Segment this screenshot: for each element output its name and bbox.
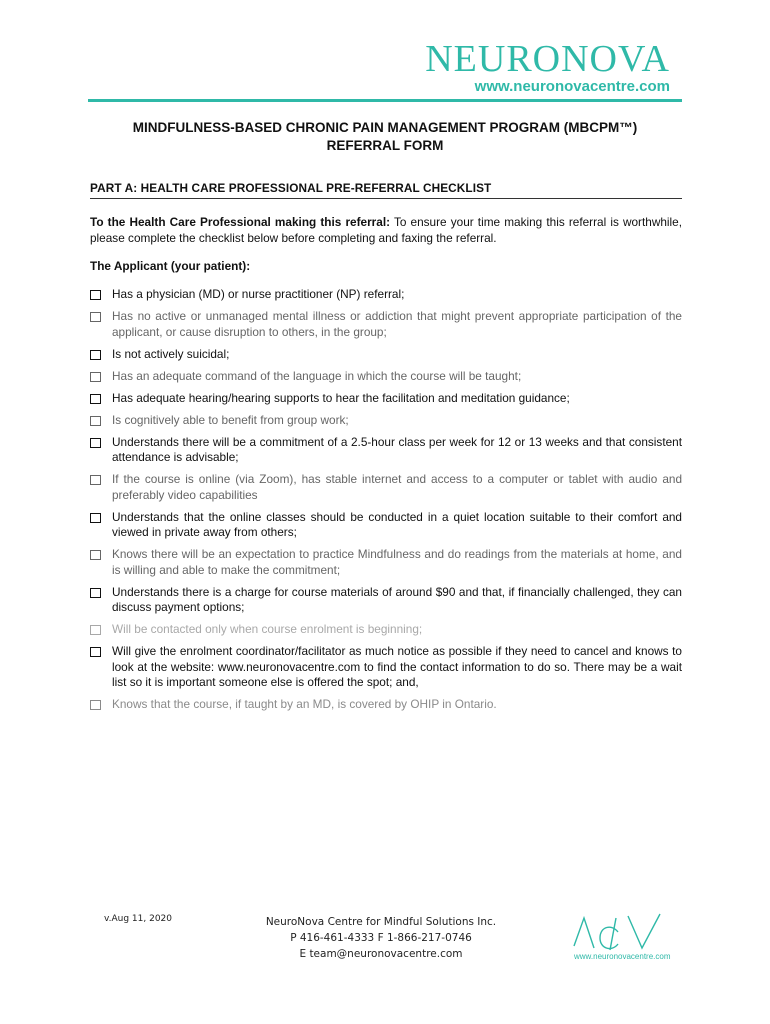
checklist-item-label: Is not actively suicidal;	[112, 346, 230, 361]
intro-lead: To the Health Care Professional making this referral:	[90, 215, 391, 229]
intro-paragraph	[90, 214, 682, 246]
checklist-item-label: Knows that the course, if taught by an MD, is covered by OHIP in Ontario.	[112, 697, 497, 711]
checkbox[interactable]	[90, 416, 101, 426]
title-line-1: MINDFULNESS-BASED CHRONIC PAIN MANAGEMENT PROGRAM (MBCPM™)	[132, 120, 638, 135]
checkbox[interactable]	[90, 513, 101, 523]
checklist	[90, 287, 682, 719]
checklist-item	[90, 347, 682, 363]
footer-email: E team@neuronovacentre.com	[299, 948, 463, 960]
checklist-item-label: Has no active or unmanaged mental illness or addiction that might prevent appropriate participation of the applicant, or cause disruption to others, in the group;	[112, 309, 682, 339]
intro-body: To ensure your time making this referral is worthwhile, please complete the checklist below before completing and faxing the referral.	[90, 215, 682, 245]
checklist-item	[90, 435, 682, 466]
checklist-item-label: Will give the enrolment coordinator/facilitator as much notice as possible if they need to cancel and knows to look at the website: www.neuronovacentre.com to find the contact information to do so. There may be a wait list so it is important someone else is offered the spot; and,	[112, 644, 682, 689]
checklist-item	[90, 369, 682, 385]
checklist-item-label: Understands there will be a commitment of a 2.5-hour class per week for 12 or 13 weeks and that consistent attendance is advisable;	[112, 434, 682, 464]
checkbox[interactable]	[90, 625, 101, 635]
checklist-item	[90, 585, 682, 616]
checkbox[interactable]	[90, 372, 101, 382]
footer-logo-url: www.neuronovacentre.com	[574, 952, 671, 961]
logo-wordmark: NEURONOVA	[425, 38, 670, 80]
checklist-item	[90, 644, 682, 691]
version-label: v.Aug 11, 2020	[104, 914, 173, 924]
checklist-item	[90, 622, 682, 638]
applicant-heading: The Applicant (your patient):	[90, 259, 251, 273]
checklist-item-label: Has adequate hearing/hearing supports to hear the facilitation and meditation guidance;	[112, 390, 570, 405]
checklist-item-label: If the course is online (via Zoom), has stable internet and access to a computer or tablet with audio and preferably video capabilities	[112, 472, 682, 502]
checklist-item	[90, 697, 682, 713]
checklist-item-label: Has a physician (MD) or nurse practitioner (NP) referral;	[112, 287, 405, 301]
checkbox[interactable]	[90, 438, 101, 448]
header-divider	[88, 99, 682, 102]
checkbox[interactable]	[90, 475, 101, 485]
footer-phone-fax: P 416-461-4333 F 1-866-217-0746	[290, 932, 472, 944]
checklist-item	[90, 413, 682, 429]
checklist-item-label: Will be contacted only when course enrolment is beginning;	[112, 622, 423, 636]
checklist-item-label: Has an adequate command of the language in which the course will be taught;	[112, 368, 522, 383]
checklist-item	[90, 472, 682, 503]
header-logo	[425, 40, 670, 95]
checkbox[interactable]	[90, 350, 101, 360]
checkbox[interactable]	[90, 312, 101, 322]
title-line-2: REFERRAL FORM	[326, 138, 444, 153]
checkbox[interactable]	[90, 290, 101, 300]
checklist-item	[90, 510, 682, 541]
checkbox[interactable]	[90, 700, 101, 710]
checklist-item	[90, 391, 682, 407]
checklist-item	[90, 547, 682, 578]
footer-org-name: NeuroNova Centre for Mindful Solutions Inc.	[265, 916, 497, 928]
checklist-item	[90, 287, 682, 303]
logo-url: www.neuronovacentre.com	[474, 78, 670, 95]
checklist-item-label: Understands there is a charge for course materials of around $90 and that, if financially challenged, they can discuss payment options;	[112, 584, 682, 614]
checklist-item	[90, 309, 682, 340]
footer-contact	[240, 914, 522, 962]
checklist-item-label: Knows there will be an expectation to practice Mindfulness and do readings from the materials at home, and is willing and able to make the commitment;	[112, 547, 682, 577]
checkbox[interactable]	[90, 647, 101, 657]
checklist-item-label: Is cognitively able to benefit from group work;	[112, 412, 349, 427]
checkbox[interactable]	[90, 588, 101, 598]
document-title	[88, 119, 682, 155]
part-a-heading: PART A: HEALTH CARE PROFESSIONAL PRE-REFERRAL CHECKLIST	[90, 181, 682, 199]
checklist-item-label: Understands that the online classes should be conducted in a quiet location suitable to their comfort and viewed in private away from others;	[112, 509, 682, 539]
checkbox[interactable]	[90, 394, 101, 404]
checkbox[interactable]	[90, 550, 101, 560]
